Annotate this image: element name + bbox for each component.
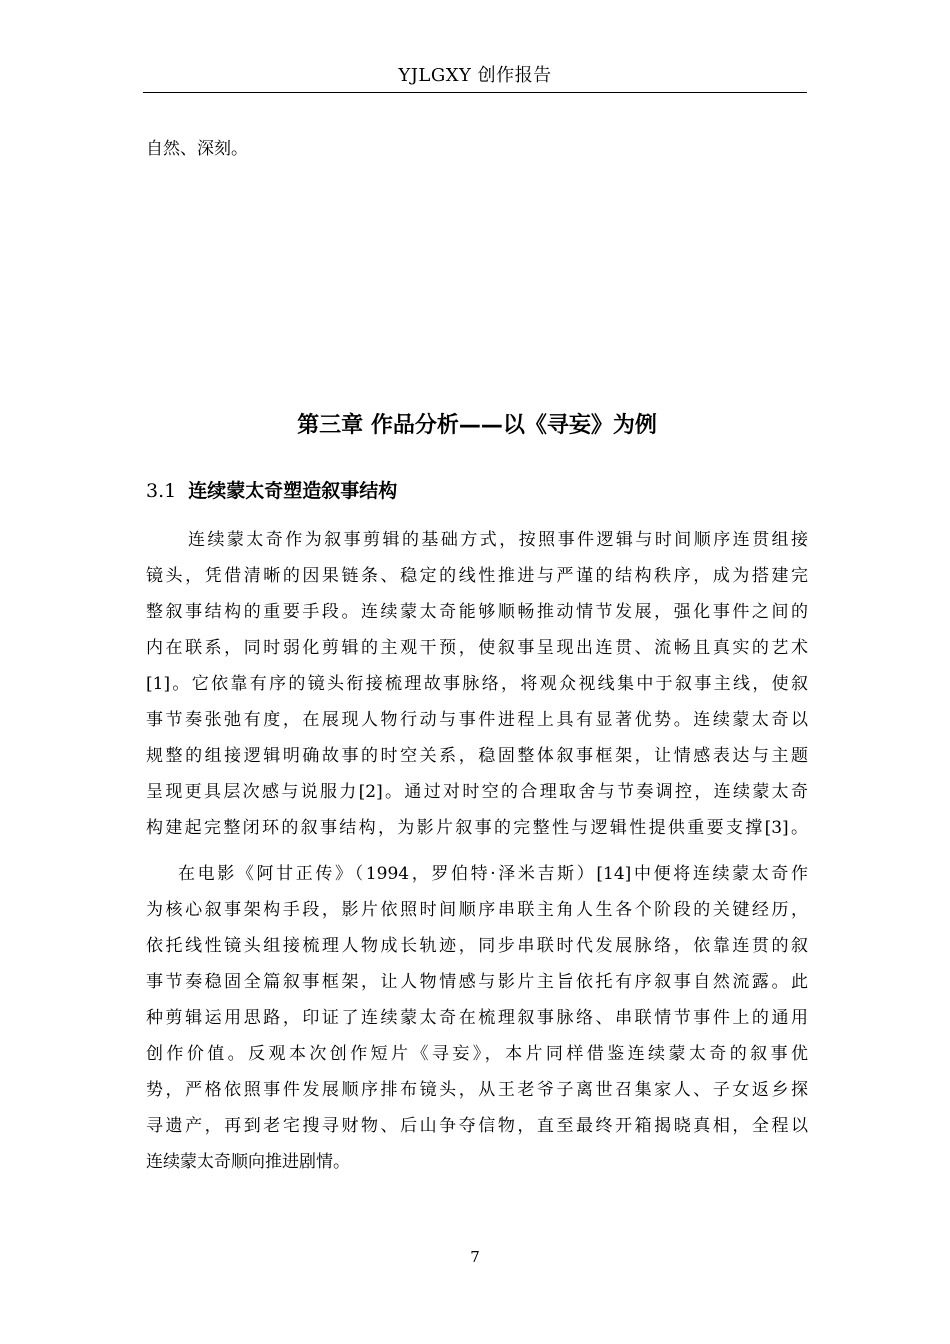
paragraph-line: 势，严格依照事件发展顺序排布镜头，从王老爷子离世召集家人、子女返乡探 <box>146 1080 808 1100</box>
paragraph-line: 整叙事结构的重要手段。连续蒙太奇能够顺畅推动情节发展，强化事件之间的 <box>146 602 808 622</box>
paragraph-line: 呈现更具层次感与说服力[2]。通过对时空的合理取舍与节奏调控，连续蒙太奇 <box>146 782 808 802</box>
section-heading <box>146 474 808 508</box>
chapter-title: 第三章 作品分析——以《寻妄》为例 <box>297 413 657 438</box>
continuation-text: 自然、深刻。 <box>146 139 248 159</box>
paragraph-line: 构建起完整闭环的叙事结构，为影片叙事的完整性与逻辑性提供重要支撑[3]。 <box>146 818 808 838</box>
paragraph-line: 事节奏稳固全篇叙事框架，让人物情感与影片主旨依托有序叙事自然流露。此 <box>146 972 808 992</box>
paragraph-line: 内在联系，同时弱化剪辑的主观干预，使叙事呈现出连贯、流畅且真实的艺术 <box>146 638 808 658</box>
paragraph-line: 创作价值。反观本次创作短片《寻妄》，本片同样借鉴连续蒙太奇的叙事优 <box>146 1044 808 1064</box>
paragraph-line: 规整的组接逻辑明确故事的时空关系，稳固整体叙事框架，让情感表达与主题 <box>146 746 808 766</box>
paragraph-line: 寻遗产，再到老宅搜寻财物、后山争夺信物，直至最终开箱揭晓真相，全程以 <box>146 1116 808 1136</box>
section-number: 3.1 <box>146 480 177 502</box>
section-title: 连续蒙太奇塑造叙事结构 <box>188 480 398 502</box>
page-number: 7 <box>470 1248 480 1266</box>
paragraph-line: 连续蒙太奇作为叙事剪辑的基础方式，按照事件逻辑与时间顺序连贯组接 <box>188 530 808 550</box>
paragraph-line: 事节奏张弛有度，在展现人物行动与事件进程上具有显著优势。连续蒙太奇以 <box>146 710 808 730</box>
paragraph-line: 依托线性镜头组接梳理人物成长轨迹，同步串联时代发展脉络，依靠连贯的叙 <box>146 936 808 956</box>
paragraph-line: 在电影《阿甘正传》（1994，罗伯特·泽米吉斯）[14]中便将连续蒙太奇作 <box>178 864 808 884</box>
body-paragraph-2 <box>146 856 808 1180</box>
paragraph-line: 连续蒙太奇顺向推进剧情。 <box>146 1152 350 1172</box>
paragraph-line: [1]。它依靠有序的镜头衔接梳理故事脉络，将观众视线集中于叙事主线，使叙 <box>146 674 808 694</box>
paragraph-line: 种剪辑运用思路，印证了连续蒙太奇在梳理叙事脉络、串联情节事件上的通用 <box>146 1008 808 1028</box>
body-paragraph-1 <box>146 522 808 846</box>
page-header-title: YJLGXY 创作报告 <box>398 65 552 86</box>
paragraph-line: 为核心叙事架构手段，影片依照时间顺序串联主角人生各个阶段的关键经历， <box>146 900 808 920</box>
header-divider <box>143 92 807 93</box>
paragraph-line: 镜头，凭借清晰的因果链条、稳定的线性推进与严谨的结构秩序，成为搭建完 <box>146 566 808 586</box>
